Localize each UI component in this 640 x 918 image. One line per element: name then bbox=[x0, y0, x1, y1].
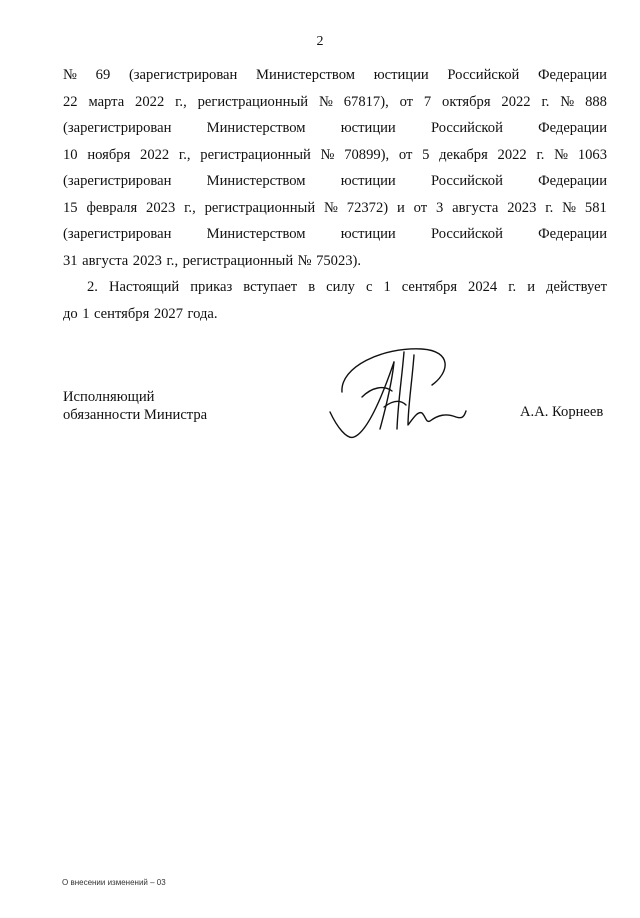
word: юстиции bbox=[340, 226, 396, 242]
word: (зарегистрирован bbox=[128, 67, 238, 83]
word: Министерством bbox=[206, 120, 306, 136]
word: 70899), bbox=[344, 146, 390, 163]
word: Российской bbox=[430, 173, 503, 189]
page-number: 2 bbox=[316, 34, 324, 49]
word: № bbox=[562, 199, 577, 216]
word: Российской bbox=[430, 226, 503, 242]
word: (зарегистрирован bbox=[63, 173, 172, 189]
word: Министерством bbox=[206, 226, 306, 242]
signatory-title bbox=[63, 388, 207, 424]
word: от bbox=[413, 199, 428, 216]
word: Российской bbox=[447, 67, 520, 83]
signatory-title-line-2: обязанности Министра bbox=[63, 407, 208, 423]
word: 3 bbox=[436, 199, 444, 216]
word: с bbox=[365, 279, 373, 295]
text-line bbox=[63, 62, 607, 89]
word: до bbox=[63, 305, 78, 322]
word: марта bbox=[88, 93, 125, 110]
word: ноября bbox=[87, 146, 131, 163]
word: Федерации bbox=[538, 120, 607, 136]
text-line bbox=[63, 195, 607, 222]
word: года. bbox=[187, 305, 218, 322]
word: (зарегистрирован bbox=[63, 120, 172, 136]
word: и bbox=[397, 199, 405, 216]
word: 72372) bbox=[346, 199, 389, 216]
word: 2024 bbox=[468, 279, 498, 295]
word: 2023 bbox=[146, 199, 176, 216]
text-line bbox=[63, 248, 607, 275]
word: г. bbox=[545, 199, 554, 216]
word: г., bbox=[184, 199, 196, 216]
signatory-name: А.А. Корнеев bbox=[520, 404, 604, 420]
word: Российской bbox=[430, 120, 503, 136]
word: 2022 bbox=[501, 93, 531, 110]
word: от bbox=[399, 93, 414, 110]
word: 2. bbox=[87, 279, 98, 295]
word: 2023 bbox=[132, 252, 162, 269]
signatory-title-line-1: Исполняющий bbox=[63, 389, 155, 405]
word: (зарегистрирован bbox=[63, 226, 172, 242]
word: 67817), bbox=[343, 93, 389, 110]
word: силу bbox=[326, 279, 355, 295]
text-line bbox=[63, 168, 607, 195]
word: Федерации bbox=[538, 173, 607, 189]
text-line bbox=[63, 274, 607, 301]
footer-text: О внесении изменений – 03 bbox=[62, 878, 166, 887]
word: сентября bbox=[94, 305, 150, 322]
word: г. bbox=[536, 146, 545, 163]
paragraph-1 bbox=[63, 62, 607, 274]
text-line bbox=[63, 89, 607, 116]
text-line bbox=[63, 115, 607, 142]
word: августа bbox=[452, 199, 499, 216]
word: в bbox=[308, 279, 316, 295]
word: 2022 bbox=[497, 146, 527, 163]
word: № bbox=[323, 199, 338, 216]
word: г., bbox=[175, 93, 187, 110]
word: Министерством bbox=[256, 67, 355, 83]
word: № bbox=[63, 67, 77, 83]
word: № bbox=[318, 93, 333, 110]
word: действует bbox=[546, 279, 607, 295]
word: 10 bbox=[63, 146, 78, 163]
word: 5 bbox=[422, 146, 430, 163]
word: Федерации bbox=[538, 67, 607, 83]
word: 69 bbox=[95, 67, 111, 83]
word: августа bbox=[82, 252, 129, 269]
word: Министерством bbox=[206, 173, 306, 189]
body-text bbox=[63, 62, 607, 327]
word: февраля bbox=[86, 199, 138, 216]
word: регистрационный bbox=[197, 93, 309, 110]
word: Федерации bbox=[538, 226, 607, 242]
word: приказ bbox=[190, 279, 233, 295]
word: и bbox=[527, 279, 536, 295]
word: г., bbox=[166, 252, 179, 269]
word: от bbox=[398, 146, 413, 163]
word: 15 bbox=[63, 199, 78, 216]
word: г. bbox=[541, 93, 550, 110]
word: 2023 bbox=[507, 199, 537, 216]
word: № bbox=[560, 93, 575, 110]
text-line bbox=[63, 301, 607, 328]
word: октября bbox=[442, 93, 491, 110]
word: г., bbox=[178, 146, 191, 163]
word: юстиции bbox=[340, 120, 396, 136]
word: г. bbox=[508, 279, 517, 295]
word: 2022 bbox=[140, 146, 170, 163]
word: 1 bbox=[383, 279, 391, 295]
text-line bbox=[63, 221, 607, 248]
word: юстиции bbox=[373, 67, 429, 83]
word: сентября bbox=[401, 279, 458, 295]
text-line bbox=[63, 142, 607, 169]
word: регистрационный bbox=[182, 252, 294, 269]
word: № bbox=[320, 146, 335, 163]
word: 7 bbox=[423, 93, 432, 110]
word: 75023). bbox=[316, 252, 362, 269]
word: Настоящий bbox=[108, 279, 180, 295]
word: 22 bbox=[63, 93, 78, 110]
paragraph-2 bbox=[63, 274, 607, 327]
word: 31 bbox=[63, 252, 78, 269]
word: вступает bbox=[243, 279, 298, 295]
word: юстиции bbox=[340, 173, 396, 189]
word: 1 bbox=[82, 305, 90, 322]
word: 581 bbox=[584, 199, 607, 216]
word: регистрационный bbox=[204, 199, 316, 216]
word: 888 bbox=[585, 93, 607, 110]
word: 2022 bbox=[135, 93, 165, 110]
word: № bbox=[297, 252, 312, 269]
handwritten-signature bbox=[322, 337, 472, 447]
word: 1063 bbox=[577, 146, 607, 163]
word: регистрационный bbox=[200, 146, 311, 163]
word: 2027 bbox=[153, 305, 183, 322]
word: декабря bbox=[439, 146, 488, 163]
word: № bbox=[554, 146, 569, 163]
